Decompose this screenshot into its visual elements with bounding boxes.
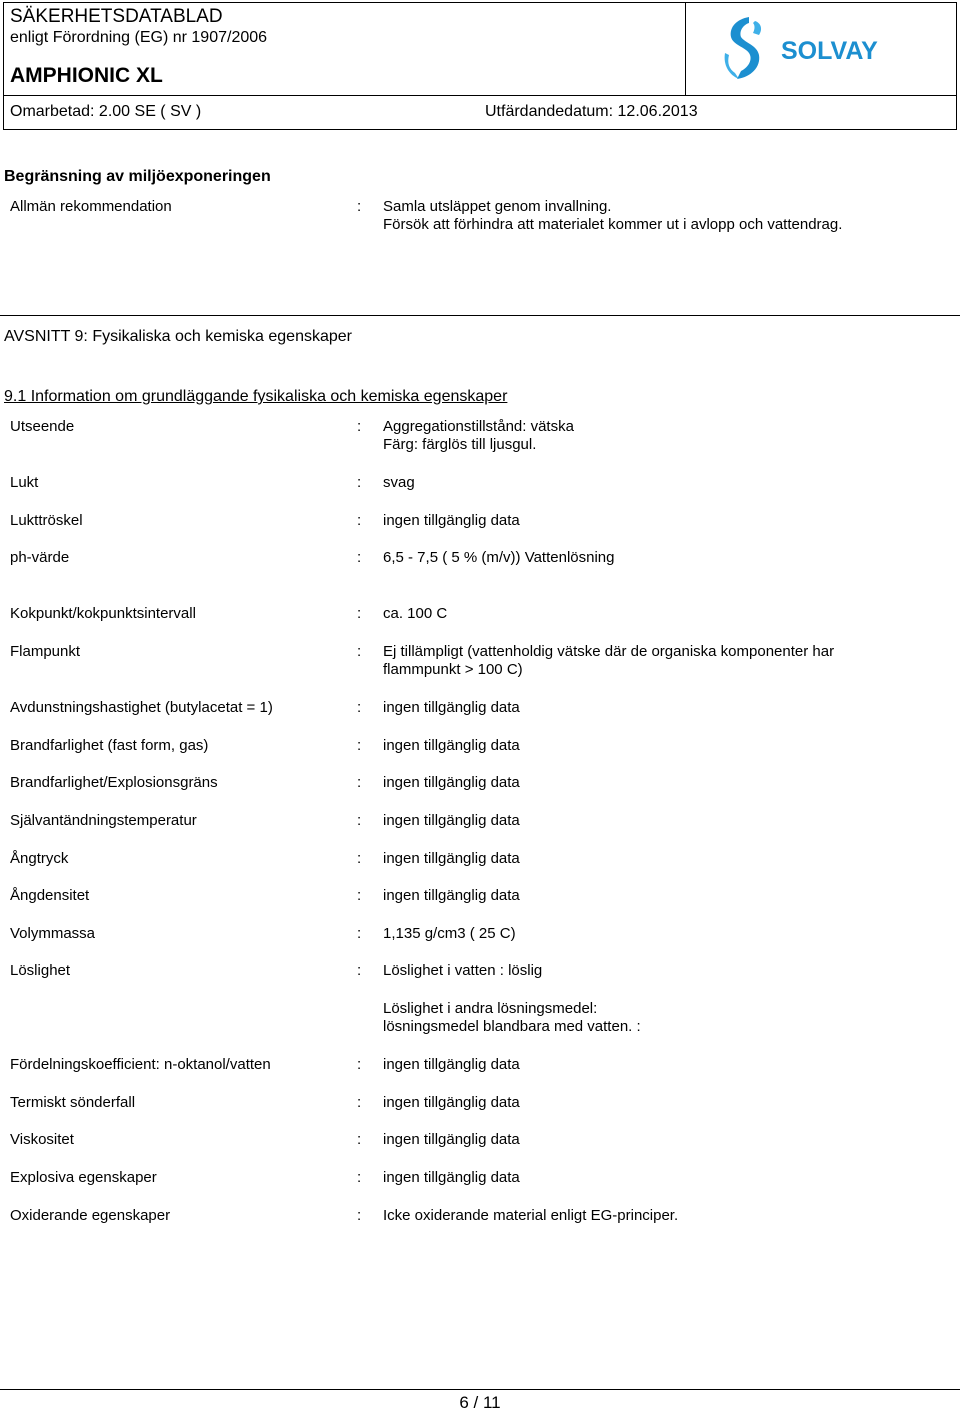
document-title: SÄKERHETSDATABLAD: [10, 6, 223, 27]
prop-colon: :: [357, 1169, 362, 1186]
prop-label: Ångtryck: [10, 850, 69, 867]
prop-colon: :: [357, 962, 362, 979]
document-header: [3, 2, 957, 130]
prop-value-continued: Färg: färglös till ljusgul.: [383, 436, 537, 453]
prop-value: 6,5 - 7,5 ( 5 % (m/v)) Vattenlösning: [383, 549, 615, 566]
prop-value: ingen tillgänglig data: [383, 774, 520, 791]
page-number: 6 / 11: [459, 1393, 501, 1412]
prop-colon: :: [357, 474, 362, 491]
prop-value-continued: Löslighet i andra lösningsmedel:: [383, 1000, 598, 1017]
header-divider-vertical: [685, 3, 686, 95]
prop-label: Utseende: [10, 418, 75, 435]
prop-label: Volymmassa: [10, 925, 96, 942]
prop-colon: :: [357, 643, 362, 660]
prop-colon: :: [357, 418, 362, 435]
prop-label: Termiskt sönderfall: [10, 1094, 136, 1111]
prop-value: 1,135 g/cm3 ( 25 C): [383, 925, 516, 942]
prop-value: ingen tillgänglig data: [383, 887, 520, 904]
prop-value: ingen tillgänglig data: [383, 1094, 520, 1111]
prop-value: Icke oxiderande material enligt EG-principer.: [383, 1207, 679, 1224]
prop-colon: :: [357, 549, 362, 566]
prop-value: ingen tillgänglig data: [383, 699, 520, 716]
prop-label: Fördelningskoefficient: n-oktanol/vatten: [10, 1056, 271, 1073]
prop-label: Explosiva egenskaper: [10, 1169, 157, 1186]
solvay-swirl-icon: [725, 17, 761, 79]
header-divider-horizontal: [4, 95, 956, 96]
env-line-2: Försök att förhindra att materialet kommer ut i avlopp och vattendrag.: [383, 216, 843, 233]
prop-colon: :: [357, 774, 362, 791]
prop-colon: :: [357, 605, 362, 622]
prop-value: ca. 100 C: [383, 605, 448, 622]
prop-value: ingen tillgänglig data: [383, 812, 520, 829]
prop-label: Flampunkt: [10, 643, 81, 660]
prop-value: svag: [383, 474, 415, 491]
prop-colon: :: [357, 1056, 362, 1073]
prop-colon: :: [357, 1131, 362, 1148]
prop-colon: :: [357, 1094, 362, 1111]
prop-label: Avdunstningshastighet (butylacetat = 1): [10, 699, 273, 716]
prop-value: ingen tillgänglig data: [383, 1056, 520, 1073]
prop-value: ingen tillgänglig data: [383, 512, 520, 529]
prop-colon: :: [357, 737, 362, 754]
prop-value: ingen tillgänglig data: [383, 850, 520, 867]
issue-date: Utfärdandedatum: 12.06.2013: [485, 103, 698, 120]
regulation-line: enligt Förordning (EG) nr 1907/2006: [10, 29, 268, 46]
prop-colon: :: [357, 850, 362, 867]
prop-label: Brandfarlighet (fast form, gas): [10, 737, 209, 754]
prop-label: Lukt: [10, 474, 39, 491]
prop-label: Lukttröskel: [10, 512, 83, 529]
logo-wordmark: SOLVAY: [781, 37, 878, 65]
footer-divider: [0, 1389, 960, 1390]
subsection-title: 9.1 Information om grundläggande fysikaliska och kemiska egenskaper: [4, 388, 508, 405]
prop-label: Ångdensitet: [10, 887, 90, 904]
prop-colon: :: [357, 925, 362, 942]
prop-label: Oxiderande egenskaper: [10, 1207, 171, 1224]
prop-label: Viskositet: [10, 1131, 74, 1148]
prop-value: ingen tillgänglig data: [383, 1169, 520, 1186]
prop-value: Ej tillämpligt (vattenholdig vätske där de organiska komponenter har: [383, 643, 835, 660]
env-heading: Begränsning av miljöexponeringen: [4, 168, 271, 185]
prop-value-continued: flammpunkt > 100 C): [383, 661, 523, 678]
env-label: Allmän rekommendation: [10, 198, 172, 215]
prop-label: ph-värde: [10, 549, 70, 566]
prop-value: Löslighet i vatten : löslig: [383, 962, 543, 979]
env-colon: :: [357, 198, 362, 215]
product-name: AMPHIONIC XL: [10, 64, 163, 87]
prop-label: Löslighet: [10, 962, 71, 979]
prop-colon: :: [357, 1207, 362, 1224]
prop-colon: :: [357, 699, 362, 716]
solvay-logo: [715, 13, 915, 85]
prop-label: Kokpunkt/kokpunktsintervall: [10, 605, 196, 622]
env-line-1: Samla utsläppet genom invallning.: [383, 198, 612, 215]
prop-label: Brandfarlighet/Explosionsgräns: [10, 774, 218, 791]
prop-colon: :: [357, 812, 362, 829]
revision-info: Omarbetad: 2.00 SE ( SV ): [10, 103, 202, 120]
prop-colon: :: [357, 887, 362, 904]
prop-value: ingen tillgänglig data: [383, 1131, 520, 1148]
section-divider: [0, 315, 960, 316]
section-title: AVSNITT 9: Fysikaliska och kemiska egenskaper: [4, 328, 352, 345]
prop-value-continued: lösningsmedel blandbara med vatten. :: [383, 1018, 641, 1035]
prop-label: Självantändningstemperatur: [10, 812, 197, 829]
prop-colon: :: [357, 512, 362, 529]
prop-value: ingen tillgänglig data: [383, 737, 520, 754]
prop-value: Aggregationstillstånd: vätska: [383, 418, 574, 435]
